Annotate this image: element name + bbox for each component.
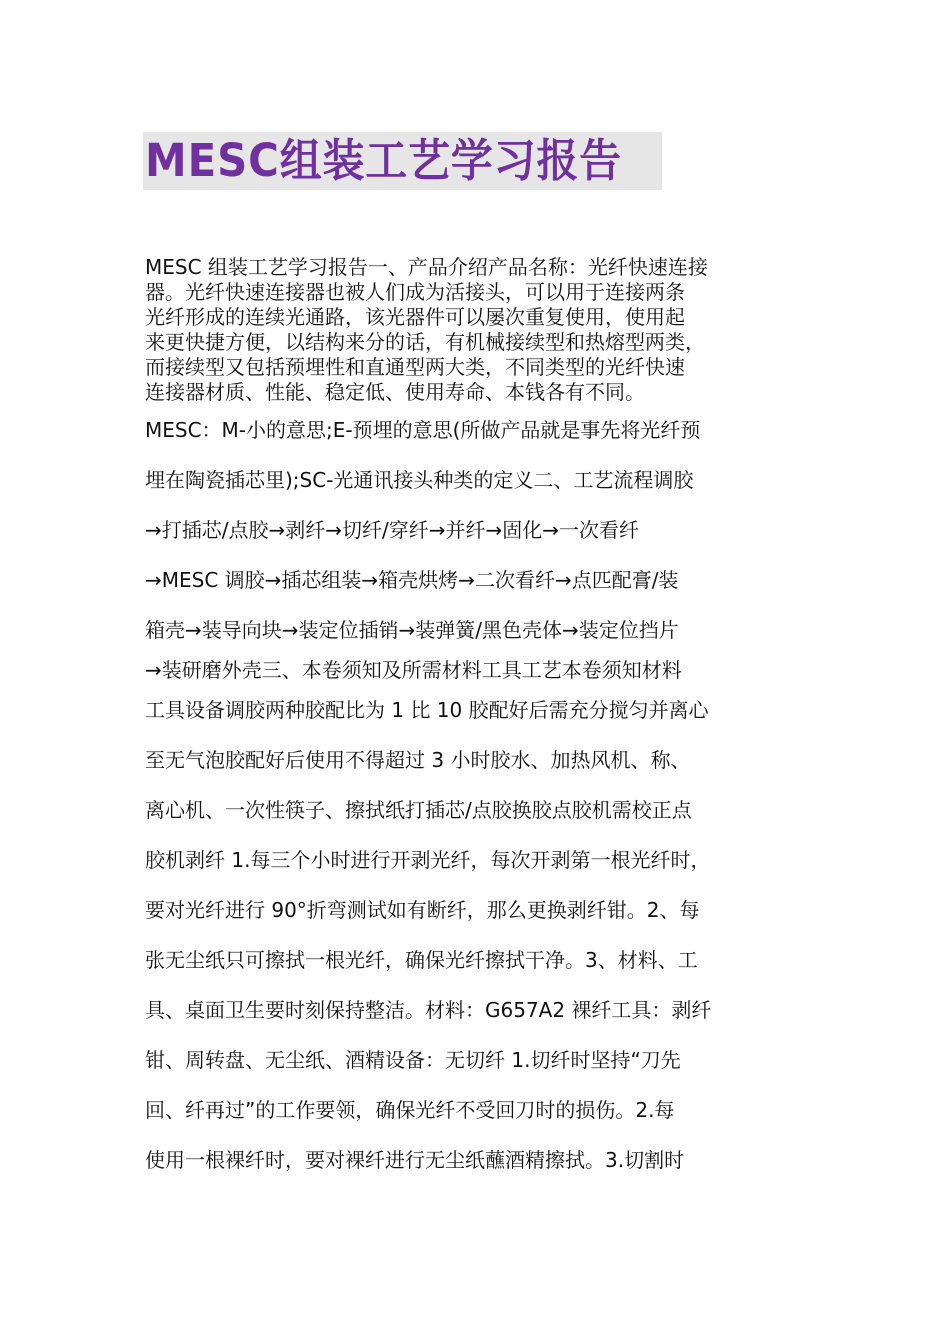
document-title: MESC组装工艺学习报告	[145, 134, 623, 187]
body-line: →打插芯/点胶→剥纤→切纤/穿纤→并纤→固化→一次看纤	[145, 518, 640, 542]
body-line: 要对光纤进行 90°折弯测试如有断纤，那么更换剥纤钳。2、每	[145, 898, 700, 922]
body-line: 至无气泡胶配好后使用不得超过 3 小时胶水、加热风机、称、	[145, 748, 691, 772]
body-line: 具、桌面卫生要时刻保持整洁。材料：G657A2 裸纤工具：剥纤	[145, 998, 712, 1022]
body-line: →MESC 调胶→插芯组装→箱壳烘烤→二次看纤→点匹配膏/装	[145, 568, 679, 592]
body-line: 器。光纤快速连接器也被人们成为活接头，可以用于连接两条	[145, 280, 685, 304]
body-line: 而接续型又包括预埋性和直通型两大类，不同类型的光纤快速	[145, 355, 685, 379]
body-line: 胶机剥纤 1.每三个小时进行开剥光纤，每次开剥第一根光纤时，	[145, 848, 711, 872]
body-line: 钳、周转盘、无尘纸、酒精设备：无切纤 1.切纤时坚持“刀先	[145, 1048, 681, 1072]
body-line: 连接器材质、性能、稳定低、使用寿命、本钱各有不同。	[145, 380, 645, 404]
body-line: 使用一根裸纤时，要对裸纤进行无尘纸蘸酒精擦拭。3.切割时	[145, 1148, 685, 1172]
body-line: 回、纤再过”的工作要领，确保光纤不受回刀时的损伤。2.每	[145, 1098, 675, 1122]
body-line: 光纤形成的连续光通路，该光器件可以屡次重复使用，使用起	[145, 305, 685, 329]
body-line: 来更快捷方便，以结构来分的话，有机械接续型和热熔型两类，	[145, 330, 705, 354]
body-line: 离心机、一次性筷子、擦拭纸打插芯/点胶换胶点胶机需校正点	[145, 798, 692, 822]
body-line: 张无尘纸只可擦拭一根光纤，确保光纤擦拭干净。3、材料、工	[145, 948, 698, 972]
body-line: MESC 组装工艺学习报告一、产品介绍产品名称：光纤快速连接	[145, 255, 708, 279]
body-line: →装研磨外壳三、本卷须知及所需材料工具工艺本卷须知材料	[145, 658, 682, 682]
title-highlight	[143, 132, 662, 190]
body-line: MESC：M-小的意思;E-预埋的意思(所做产品就是事先将光纤预	[145, 418, 701, 442]
body-line: 埋在陶瓷插芯里);SC-光通讯接头种类的定义二、工艺流程调胶	[145, 468, 694, 492]
body-line: 箱壳→装导向块→装定位插销→装弹簧/黑色壳体→装定位挡片	[145, 618, 679, 642]
document-body	[145, 256, 815, 1171]
body-line: 工具设备调胶两种胶配比为 1 比 10 胶配好后需充分搅匀并离心	[145, 698, 709, 722]
